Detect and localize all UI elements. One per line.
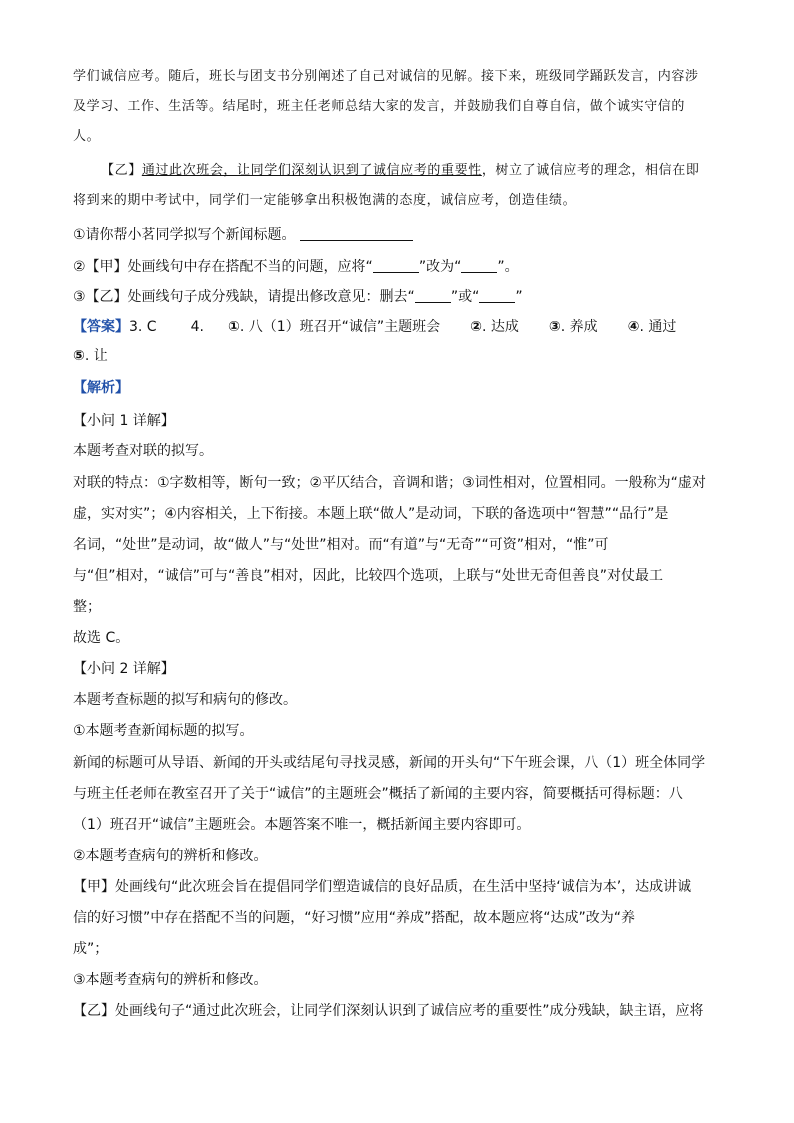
answer-label: 【答案】 <box>73 319 129 335</box>
passage-line-2: 及学习、工作、生活等。结尾时，班主任老师总结大家的发言，并鼓励我们自尊自信，做个诚实守信的 <box>73 99 686 114</box>
question-1-text: ①请你帮小茗同学拟写个新闻标题。 <box>73 227 296 243</box>
question-2-text-c: ”。 <box>497 259 519 275</box>
answer-blank <box>479 288 515 303</box>
analysis-1-line-1: 本题考查对联的拟写。 <box>73 443 213 459</box>
analysis-1-line-5: 与“但”相对，“诚信”可与“善良”相对，因此，比较四个选项，上联与“处世无奇但善良”对仗最工 <box>73 568 664 584</box>
question-1 <box>73 224 413 246</box>
analysis-1-line-2: 对联的特点：①字数相等，断句一致；②平仄结合，音调和谐；③词性相对，位置相同。一般称为“虚对 <box>73 475 706 491</box>
analysis-1-line-4: 名词，“处世”是动词，故“做人”与“处世”相对。而“有道”与“无奇”“可资”相对，“惟”可 <box>73 537 609 553</box>
analysis-2-line-1: 本题考查标题的拟写和病句的修改。 <box>73 692 297 708</box>
answer-blank <box>461 258 497 273</box>
answer-4-item-4: . 通过 <box>639 319 677 335</box>
subquestion-2-heading: 【小问 2 详解】 <box>73 661 175 677</box>
analysis-2-line-9: 成”； <box>73 941 109 957</box>
answer-4-item-2: . 达成 <box>482 319 519 335</box>
analysis-2-line-5: （1）班召开“诚信”主题班会。本题答案不唯一，概括新闻主要内容即可。 <box>73 817 531 833</box>
answer-blank <box>415 288 451 303</box>
analysis-2-line-4: 与班主任老师在教室召开了关于“诚信”的主题班会”概括了新闻的主要内容，简要概括可得标题：八 <box>73 786 683 802</box>
question-2 <box>73 256 519 278</box>
subquestion-1-heading: 【小问 1 详解】 <box>73 413 175 429</box>
answer-4-item-5: . 让 <box>84 348 108 364</box>
analysis-2-line-8: 信的好习惯”中存在搭配不当的问题，“好习惯”应用“养成”搭配，故本题应将“达成”改为“养 <box>73 910 636 926</box>
circled-number-5: ⑤ <box>73 348 85 364</box>
analysis-1-line-7: 故选 C。 <box>73 630 130 646</box>
question-2-text-a: ②【甲】处画线句中存在搭配不当的问题，应将“ <box>73 259 373 275</box>
analysis-2-line-10: ③本题考查病句的辨析和修改。 <box>73 972 268 988</box>
circled-number-2: ② <box>470 319 482 335</box>
question-2-text-b: ”改为“ <box>418 259 462 275</box>
passage-line-4 <box>101 160 699 182</box>
question-3-text-c: ” <box>515 289 523 305</box>
analysis-1-line-3: 虚，实对实”；④内容相关，上下衔接。本题上联“做人”是动词，下联的备选项中“智慧”“品行”是 <box>73 506 669 522</box>
passage-line-5: 将到来的期中考试中，同学们一定能够拿出积极饱满的态度，诚信应考，创造佳绩。 <box>73 193 577 208</box>
question-3-text-a: ③【乙】处画线句子成分残缺，请提出修改意见：删去“ <box>73 289 415 305</box>
section-yi-label: 【乙】 <box>101 163 142 178</box>
underlined-sentence-yi: 通过此次班会，让同学们深刻认识到了诚信应考的重要性 <box>141 163 482 178</box>
answer-4: 4. <box>190 319 204 335</box>
answer-blank <box>373 258 419 273</box>
analysis-2-line-2: ①本题考查新闻标题的拟写。 <box>73 723 254 739</box>
analysis-2-line-11: 【乙】处画线句子“通过此次班会，让同学们深刻认识到了诚信应考的重要性”成分残缺，缺主语，应将 <box>73 1003 704 1019</box>
analysis-2-line-3: 新闻的标题可从导语、新闻的开头或结尾句寻找灵感，新闻的开头句“下午班会课，八（1）班全体同学 <box>73 755 706 771</box>
answer-line-2 <box>73 345 108 367</box>
passage-line-4-rest: ，树立了诚信应考的理念，相信在即 <box>481 163 700 178</box>
answer-3: 3. C <box>129 319 157 335</box>
circled-number-4: ④ <box>627 319 640 335</box>
circled-number-1: ① <box>227 319 240 335</box>
answer-blank <box>300 226 413 241</box>
analysis-1-line-6: 整； <box>73 599 101 615</box>
question-3-text-b: ”或“ <box>450 289 480 305</box>
answer-4-item-3: . 养成 <box>560 319 598 335</box>
analysis-2-line-7: 【甲】处画线句“此次班会旨在提倡同学们塑造诚信的良好品质，在生活中坚持‘诚信为本’，达成讲诚 <box>73 879 692 895</box>
answer-line <box>73 316 676 338</box>
passage-line-1: 学们诚信应考。随后，班长与团支书分别阐述了自己对诚信的见解。接下来，班级同学踊跃发言，内容涉 <box>73 69 699 84</box>
analysis-label: 【解析】 <box>73 380 129 396</box>
analysis-2-line-6: ②本题考查病句的辨析和修改。 <box>73 848 268 864</box>
circled-number-3: ③ <box>548 319 561 335</box>
passage-line-3: 人。 <box>73 129 101 144</box>
question-3 <box>73 286 523 308</box>
answer-4-item-1: . 八（1）班召开“诚信”主题班会 <box>239 319 441 335</box>
